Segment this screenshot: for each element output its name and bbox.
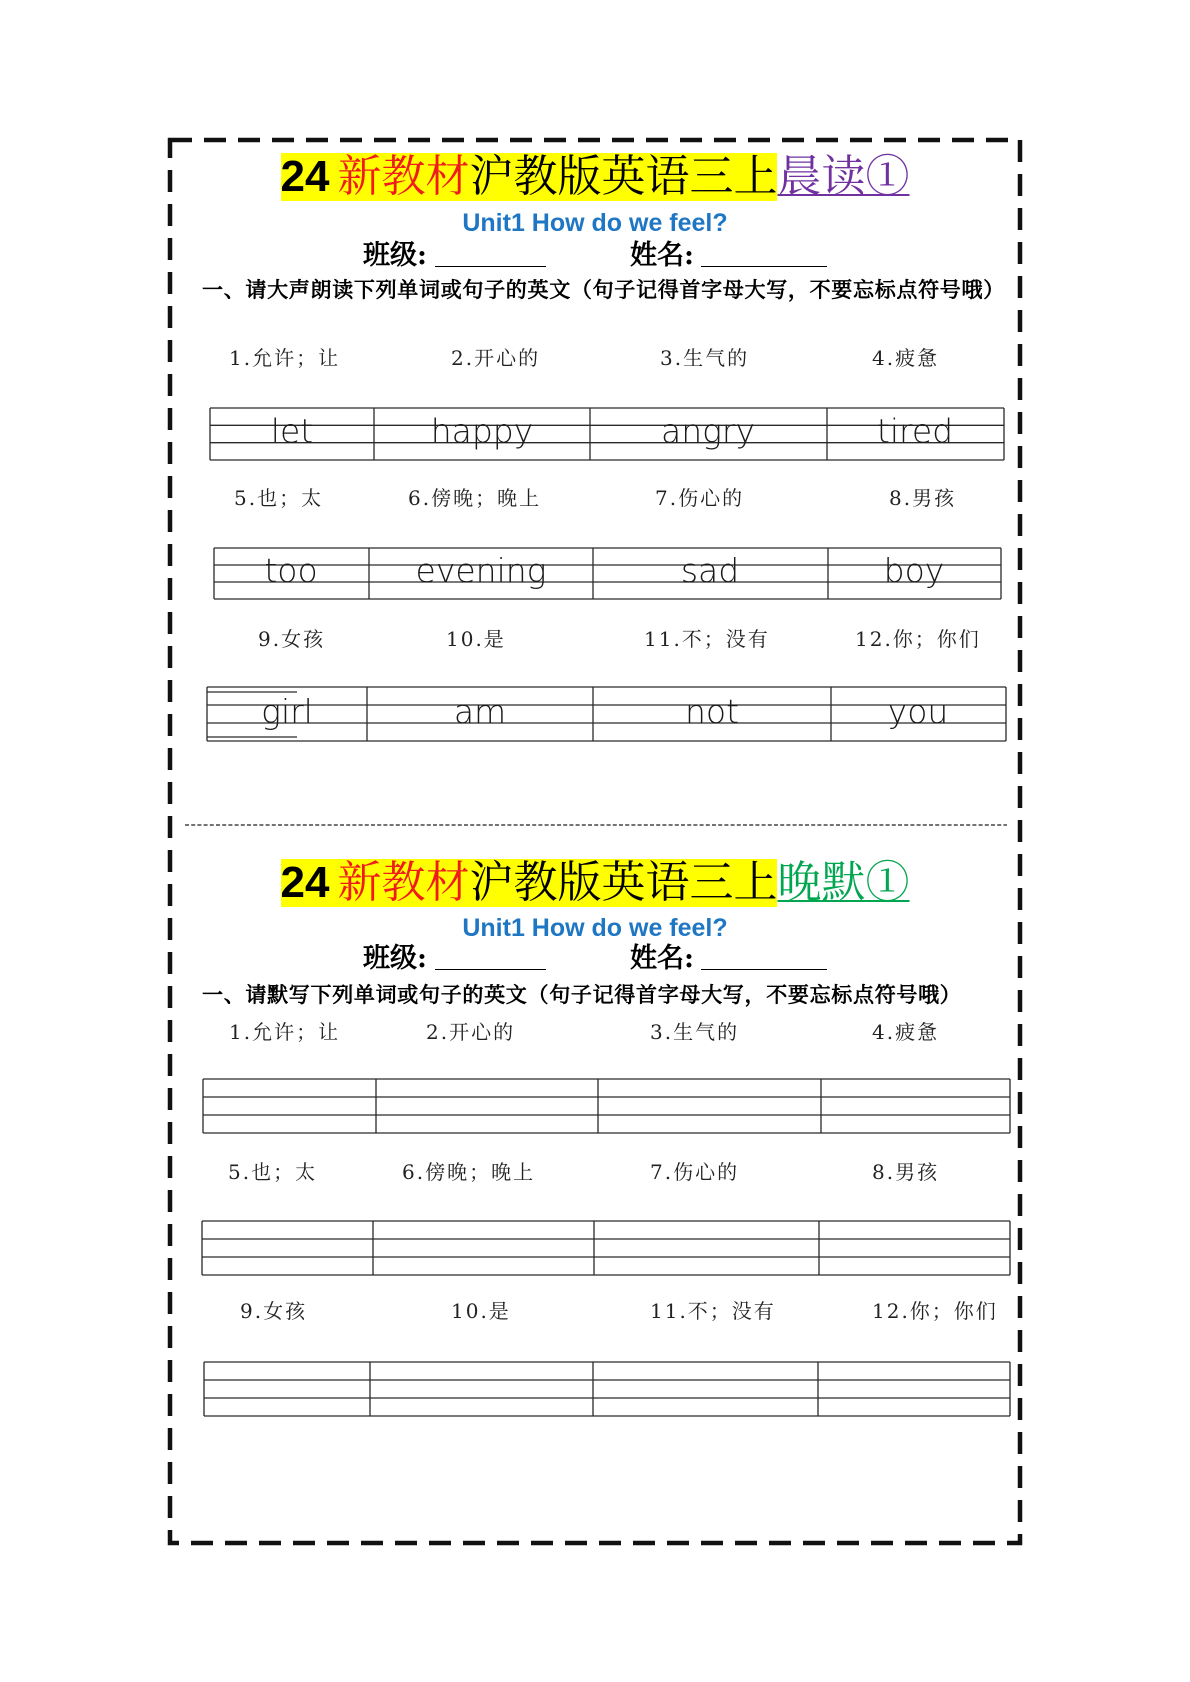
title-highlight — [281, 153, 778, 201]
word-meaning-label: 1.允许；让 — [229, 1020, 341, 1044]
instruction-text: 一、请默写下列单词或句子的英文（句子记得首字母大写，不要忘标点符号哦） — [202, 982, 962, 1007]
name-blank-line — [701, 242, 827, 267]
word-meaning-label: 2.开心的 — [426, 1020, 516, 1044]
word-meaning-label: 12.你；你们 — [855, 627, 981, 651]
word-meaning-label: 4.疲惫 — [872, 346, 940, 370]
answer-word: angry — [660, 411, 756, 451]
morning-title — [0, 153, 1190, 201]
word-meaning-label: 6.傍晚；晚上 — [408, 486, 542, 510]
word-meaning-label: 7.伤心的 — [655, 486, 745, 510]
word-meaning-label: 9.女孩 — [258, 627, 326, 651]
word-meaning-label: 3.生气的 — [650, 1020, 740, 1044]
word-meaning-label: 10.是 — [446, 627, 506, 651]
title-highlight — [281, 859, 778, 907]
word-meaning-label: 11.不；没有 — [650, 1299, 776, 1323]
class-blank-line — [435, 242, 546, 267]
evening-title — [0, 859, 1190, 907]
word-meaning-label: 9.女孩 — [240, 1299, 308, 1323]
word-meaning-label: 11.不；没有 — [644, 627, 770, 651]
title-course: 沪教版英语三上 — [469, 857, 778, 908]
unit-subtitle: Unit1 How do we feel? — [462, 914, 728, 942]
title-number: 24 — [280, 152, 330, 201]
answer-word: tired — [876, 411, 954, 451]
word-meaning-label: 3.生气的 — [660, 346, 750, 370]
word-meaning-label: 1.允许；让 — [229, 346, 341, 370]
answer-word: girl — [261, 692, 313, 731]
answer-word: happy — [430, 411, 534, 451]
name-label: 姓名: — [630, 943, 694, 974]
answer-word: sad — [680, 551, 740, 590]
writing-grid — [210, 408, 1004, 460]
answer-word: you — [887, 692, 949, 731]
word-meaning-label: 8.男孩 — [889, 486, 957, 510]
title-course: 沪教版英语三上 — [469, 151, 778, 202]
answer-word: am — [453, 692, 507, 731]
instruction-text: 一、请大声朗读下列单词或句子的英文（句子记得首字母大写，不要忘标点符号哦） — [202, 277, 1005, 302]
word-meaning-label: 7.伤心的 — [650, 1160, 740, 1184]
title-tag-evening-dictation: 晚默① — [777, 857, 910, 908]
word-meaning-label: 6.傍晚；晚上 — [402, 1160, 536, 1184]
word-meaning-label: 12.你；你们 — [872, 1299, 998, 1323]
class-blank-line — [435, 945, 546, 970]
title-number: 24 — [280, 858, 330, 907]
answer-word: not — [684, 692, 740, 731]
answer-word: evening — [415, 551, 547, 590]
class-label: 班级: — [363, 943, 427, 974]
blank-writing-grid — [202, 1221, 1010, 1275]
word-meaning-label: 5.也；太 — [228, 1160, 318, 1184]
word-meaning-label: 8.男孩 — [872, 1160, 940, 1184]
word-meaning-label: 10.是 — [451, 1299, 511, 1323]
word-meaning-label: 4.疲惫 — [872, 1020, 940, 1044]
writing-grid — [207, 687, 1006, 741]
blank-writing-grid — [203, 1079, 1010, 1133]
writing-grid — [214, 548, 1001, 599]
name-blank-line — [701, 945, 827, 970]
title-tag-morning-reading: 晨读① — [777, 151, 910, 202]
name-label: 姓名: — [630, 240, 694, 271]
blank-writing-grid — [204, 1362, 1010, 1416]
answer-word: let — [270, 411, 314, 451]
class-label: 班级: — [363, 240, 427, 271]
unit-subtitle: Unit1 How do we feel? — [462, 209, 728, 237]
word-meaning-label: 5.也；太 — [234, 486, 324, 510]
word-meaning-label: 2.开心的 — [451, 346, 541, 370]
answer-word: too — [264, 551, 318, 590]
title-new-textbook: 新教材 — [337, 151, 470, 202]
answer-word: boy — [883, 551, 945, 590]
title-new-textbook: 新教材 — [337, 857, 470, 908]
